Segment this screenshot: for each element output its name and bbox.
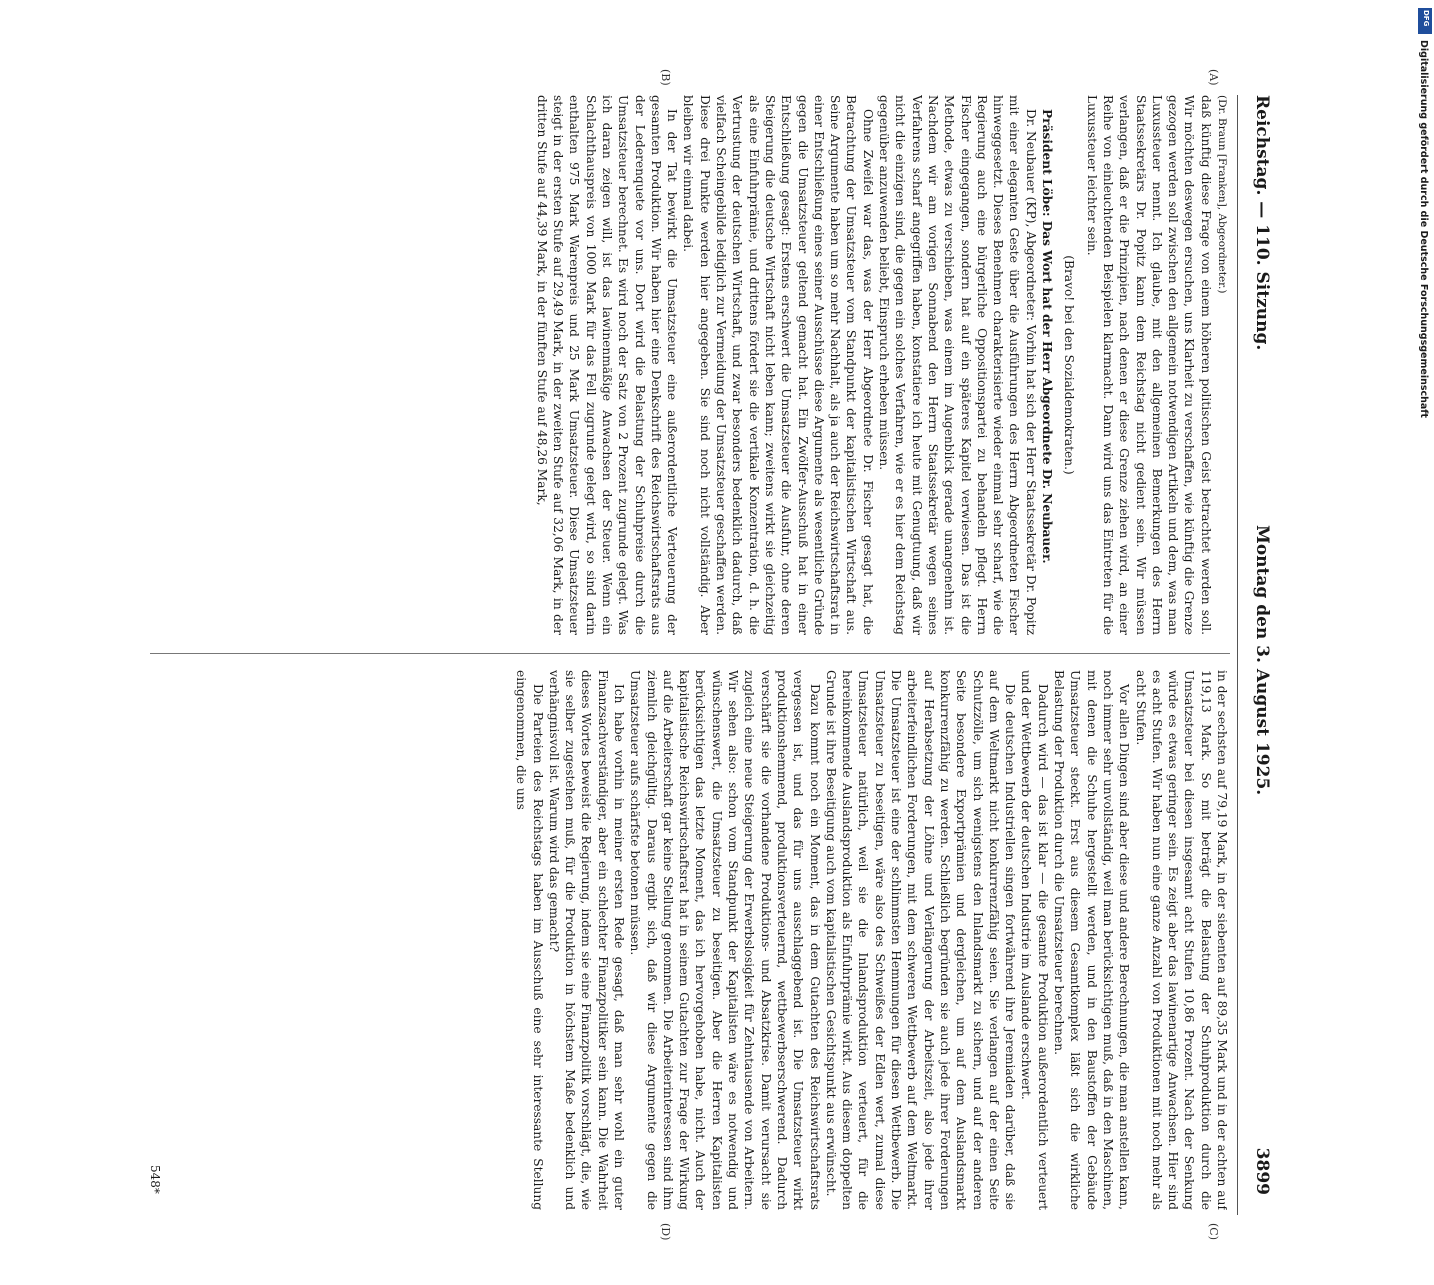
- margin-marker-d: (D): [659, 1223, 672, 1241]
- right-column: [150, 670, 1230, 1210]
- paragraph: Dadurch wird — das ist klar — die gesamte Produktion außerordentlich verteuert und der Wettbewerb der deutschen Industrie im Auslande erschwert.: [1019, 670, 1050, 1210]
- applause-note: (Bravo! bei den Sozialdemokraten.): [1062, 255, 1077, 475]
- signature-mark: 548*: [148, 1165, 162, 1194]
- paragraph: Dr. Neubauer (KP), Abgeordneter: Vorhin hat sich der Herr Staatssekretär Dr. Popitz mit einer eleganten Geste über die Ausführungen des Herrn Abgeordneten Fischer hinweggesetzt. Dieses Benehmen charakterisierte wieder einmal sehr scharf, wie die Regierung auch eine bürgerliche Oppositionspartei zu behandeln pflegt. Herrn Fischer eingegangen, sondern hat auf ein späteres Kapitel verwiesen. Das ist die Methode, etwas zu verschieben, was einem im Augenblick gerade unangenehm ist. Nachdem wir am vorigen Sonnabend den Herrn Staatssekretär wegen seines Verfahrens scharf angegriffen haben, konstatiere ich heute mit Genugtuung, daß wir nicht die einzigen sind, die gegen ein solches Verfahren, wie er es hier dem Reichstag gegenüber anzuwenden beliebt, Einspruch erheben müssen.: [877, 95, 1038, 635]
- paragraph: Ich habe vorhin in meiner ersten Rede gesagt, daß man sehr wohl ein guter Finanzsachverständiger, aber ein schlechter Finanzpolitiker sein kann. Die Wahrheit dieses Wortes beweist die Regierung, indem sie eine Finanzpolitik vorschlägt, die, wie sie selber zugestehen muß, für die Produktion in höchstem Maße bedenklich und verhängnisvoll ist. Warum wird das gemacht?: [546, 670, 627, 1210]
- paragraph: Die deutschen Industriellen singen fortwährend ihre Jeremiaden darüber, daß sie auf dem Weltmarkt nicht konkurrenzfähig seien. Sie verlangen auf der einen Seite Schutzzölle, um sich wenigstens den Inlandsmarkt zu sichern, und auf der anderen Seite besondere Exportprämien und dergleichen, um auf dem Auslandsmarkt konkurrenzfähig zu werden. Schließlich begründen sie auch jede ihrer Forderungen auf Herabsetzung der Löhne und Verlängerung der Arbeitszeit, also jede ihrer arbeiterfeindlichen Forderungen, mit dem schweren Wettbewerb auf dem Weltmarkt. Die Umsatzsteuer ist eine der schlimmsten Hemmungen für diesen Wettbewerb. Die Umsatzsteuer zu beseitigen, wäre also des Schweißes der Edlen wert, zumal diese Umsatzsteuer natürlich, weil sie die Inlandsproduktion verteuert, für die hereinkommende Auslandsproduktion als Einfuhrprämie wirkt. Aus diesem doppelten Grunde ist ihre Beseitigung auch vom kapitalistischen Gesichtspunkt aus erwünscht.: [823, 670, 1018, 1210]
- margin-marker-a: (A): [1207, 69, 1220, 86]
- margin-marker-c: (C): [1207, 1223, 1220, 1240]
- rotated-page-content: [132, 35, 1312, 1255]
- header-rule: [1237, 95, 1238, 1215]
- column-divider: [150, 653, 1230, 654]
- margin-marker-b: (B): [659, 69, 672, 86]
- paragraph: Dazu kommt noch ein Moment, das in dem Gutachten des Reichswirtschaftsrats vergessen ist, und das für uns ausschlaggebend ist. Die Umsatzsteuer wirkt produktionshemmend, produktionsverteuernd, wettbewerbserschwerend. Dadurch verschärft sie die vorhandene Produktions- und Absatzkrise. Damit verursacht sie zugleich eine neue Steigerung der Erwerbslosigkeit für Zehntausende von Arbeitern. Wir sehen also: schon vom Standpunkt der Kapitalisten wäre es notwendig und wünschenswert, die Umsatzsteuer zu beseitigen. Aber die Herren Kapitalisten berücksichtigen das letzte Moment, das ich hervorgehoben habe, nicht. Auch der kapitalistische Reichswirtschaftsrat hat in seinem Gutachten zur Frage der Wirkung auf die Arbeiterschaft gar keine Stellung genommen. Die Arbeiterinteressen sind ihm ziemlich gleichgültig. Daraus ergibt sich, daß wir diese Argumente gegen die Umsatzsteuer aufs schärfste betonen müssen.: [628, 670, 822, 1210]
- paragraph: In der Tat bewirkt die Umsatzsteuer eine außerordentliche Verteuerung der gesamten Produktion. Wir haben hier eine Denkschrift des Reichswirtschaftsrats aus der Lederenquete vor uns. Dort wird die Belastung der Schuhpreise durch die Umsatzsteuer berechnet. Es wird noch der Satz von 2 Prozent zugrunde gelegt. Was ich daran zeigen will, ist das lawinenmäßige Anwachsen der Steuer. Wenn ein Schlachthauspreis von 1000 Mark für das Fell zugrunde gelegt wird, so sind darin enthalten 975 Mark Warenpreis und 25 Mark Umsatzsteuer. Diese Umsatzsteuer steigt in der ersten Stufe auf 29,49 Mark, in der zweiten Stufe auf 32,06 Mark, in der dritten Stufe auf 44,39 Mark, in der fünften Stufe auf 48,26 Mark,: [534, 95, 680, 635]
- scanned-page: [132, 55, 1272, 1285]
- digitization-credit: Digitalisierung gefördert durch die Deutsche Forschungsgemeinschaft: [1418, 40, 1429, 418]
- paragraph: daß künftig diese Frage von einem höheren politischen Geist betrachtet werden soll. Wir möchten deswegen ersuchen, uns Klarheit zu verschaffen, wie künftig die Grenze gezogen werden soll zwischen den allgemein notwendigen Artikeln und dem, was man Luxussteuer nennt. Ich glaube, mit den allgemeinen Bemerkungen des Herrn Staatssekretärs Dr. Popitz kann dem Reichstag nicht gedient sein. Wir müssen verlangen, daß er die Prinzipien, nach denen er diese Grenze ziehen wird, an einer Reihe von einleuchtenden Beispielen klarmacht. Dann wird uns das Eintreten für die Luxussteuer leichter sein.: [1084, 95, 1213, 635]
- paragraph: Ohne Zweifel war das, was der Herr Abgeordnete Dr. Fischer gesagt hat, die Betrachtung der Umsatzsteuer vom Standpunkt der kapitalistischen Wirtschaft aus. Seine Argumente haben um so mehr Nachhalt, als ja auch der Reichswirtschaftsrat in einer Entschließung eines seiner Ausschüsse diese Argumente als wesentliche Gründe gegen die Umsatzsteuer geltend gemacht hat. Ein Zwölfer-Ausschuß hat in einer Entschließung gesagt: Erstens erschwert die Umsatzsteuer die Ausfuhr, ohne deren Steigerung die deutsche Wirtschaft nicht leben kann; zweitens wirkt sie gleichzeitig als eine Einfuhrprämie, und drittens fördert sie die vertikale Konzentration, d. h. die Vertrustung der deutschen Wirtschaft, und zwar besonders bedenklich dadurch, daß vielfach Scheingebilde lediglich zur Vermeidung der Umsatzsteuer geschaffen werden. Diese drei Punkte werden hier angegeben. Sie sind noch nicht vollständig. Aber bleiben wir einmal dabei.: [681, 95, 875, 635]
- header-session: Reichstag. — 110. Sitzung.: [1252, 95, 1272, 351]
- page-header: [1246, 55, 1272, 1255]
- speaker-line: (Dr. Braun [Franken], Abgeordneter.): [1216, 95, 1228, 294]
- dfg-logo-icon: DFG: [1418, 8, 1432, 34]
- paragraph: Die Parteien des Reichstags haben im Ausschuß eine sehr interessante Stellung eingenommen, die uns: [514, 670, 545, 1210]
- paragraph: in der sechsten auf 79,19 Mark, in der siebenten auf 89,35 Mark und in der achten auf 119,13 Mark. So mit beträgt die Belastung der Schuhproduktion durch die Umsatzsteuer bei diesen insgesamt acht Stufen 10,86 Prozent. Nach der Senkung würde es etwas geringer sein. Es zeigt aber das lawinenartige Anwachsen. Hier sind es acht Stufen. Wir haben nun eine ganze Anzahl von Produktionen mit noch mehr als acht Stufen.: [1133, 670, 1229, 1210]
- text-columns: [150, 95, 1230, 1215]
- header-date: Montag den 3. August 1925.: [1252, 525, 1272, 796]
- header-page-number: 3899: [1252, 1147, 1272, 1195]
- left-column: [150, 95, 1230, 635]
- paragraph: Vor allen Dingen sind aber diese und andere Berechnungen, die man anstellen kann, noch immer sehr unvollständig, weil man berücksichtigen muß, daß in den Maschinen, mit denen die Schuhe hergestellt werden, und in den Baustoffen der Gebäude Umsatzsteuer steckt. Erst aus diesem Gesamtkomplex läßt sich die wirkliche Belastung der Produktion durch die Umsatzsteuer berechnen.: [1052, 670, 1132, 1210]
- president-line: Präsident Löbe: Das Wort hat der Herr Abgeordnete Dr. Neubauer.: [1040, 109, 1055, 564]
